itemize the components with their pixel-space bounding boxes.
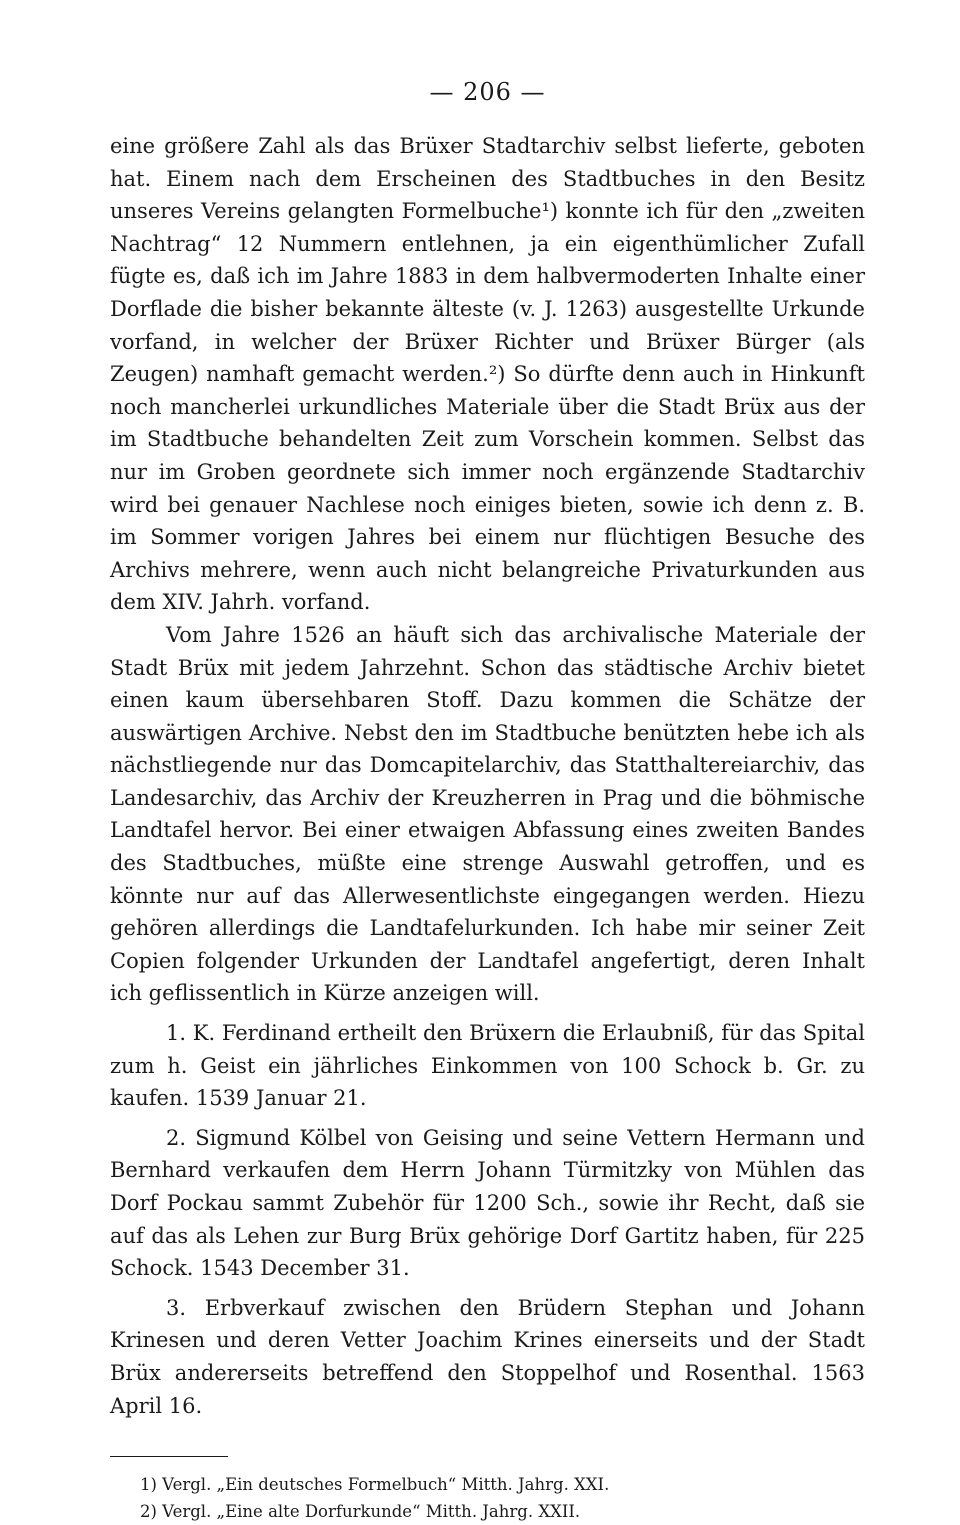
paragraph-1: eine größere Zahl als das Brüxer Stadtarchiv selbst lieferte, geboten hat. Einem nach dem Erscheinen des Stadtbuches in den Besitz unseres Vereins gelangten Formelbuche¹) konnte ich für den „zweiten Nachtrag“ 12 Nummern entlehnen, ja ein eigenthümlicher Zufall fügte es, daß ich im Jahre 1883 in dem halbvermoderten Inhalte einer Dorflade die bisher bekannte älteste (v. J. 1263) ausgestellte Urkunde vorfand, in welcher der Brüxer Richter und Brüxer Bürger (als Zeugen) namhaft gemacht werden.²) So dürfte denn auch in Hinkunft noch mancherlei urkundliches Materiale über die Stadt Brüx aus der im Stadtbuche behandelten Zeit zum Vorschein kommen. Selbst das nur im Groben geordnete sich immer noch ergänzende Stadtarchiv wird bei genauer Nachlese noch einiges bieten, sowie ich denn z. B. im Sommer vorigen Jahres bei einem nur flüchtigen Besuche des Archivs mehrere, wenn auch nicht belangreiche Privaturkunden aus dem XIV. Jahrh. vorfand.	[110, 134, 865, 615]
list-item-1: 1. K. Ferdinand ertheilt den Brüxern die Erlaubniß, für das Spital zum h. Geist ein jährliches Einkommen von 100 Schock b. Gr. zu kaufen. 1539 Januar 21.	[110, 1021, 865, 1111]
footnote-2: 2) Vergl. „Eine alte Dorfurkunde“ Mitth. Jahrg. XXII.	[140, 1502, 581, 1522]
list-item-2: 2. Sigmund Kölbel von Geising und seine Vettern Hermann und Bernhard verkaufen dem Herrn Johann Türmitzky von Mühlen das Dorf Pockau sammt Zubehör für 1200 Sch., sowie ihr Recht, daß sie auf das als Lehen zur Burg Brüx gehörige Dorf Gartitz haben, für 225 Schock. 1543 December 31.	[110, 1125, 865, 1281]
footnote-1: 1) Vergl. „Ein deutsches Formelbuch“ Mitth. Jahrg. XXI.	[140, 1475, 610, 1495]
page-body	[110, 78, 865, 1525]
page-number: — 206 —	[429, 78, 546, 106]
paragraph-2: Vom Jahre 1526 an häuft sich das archivalische Materiale der Stadt Brüx mit jedem Jahrzehnt. Schon das städtische Archiv bietet einen kaum übersehbaren Stoff. Dazu kommen die Schätze der auswärtigen Archive. Nebst den im Stadtbuche benützten hebe ich als nächstliegende nur das Domcapitelarchiv, das Statthaltereiarchiv, das Landesarchiv, das Archiv der Kreuzherren in Prag und die böhmische Landtafel hervor. Bei einer etwaigen Abfassung eines zweiten Bandes des Stadtbuches, müßte eine strenge Auswahl getroffen, und es könnte nur auf das Allerwesentlichste eingegangen werden. Hiezu gehören allerdings die Landtafelurkunden. Ich habe mir seiner Zeit Copien folgender Urkunden der Landtafel angefertigt, deren Inhalt ich geflissentlich in Kürze anzeigen will.	[110, 622, 865, 1006]
footnote-divider	[110, 1456, 228, 1457]
list-item-3: 3. Erbverkauf zwischen den Brüdern Stephan und Johann Krinesen und deren Vetter Joachim Krines einerseits und der Stadt Brüx andererseits betreffend den Stoppelhof und Rosenthal. 1563 April 16.	[110, 1295, 865, 1418]
